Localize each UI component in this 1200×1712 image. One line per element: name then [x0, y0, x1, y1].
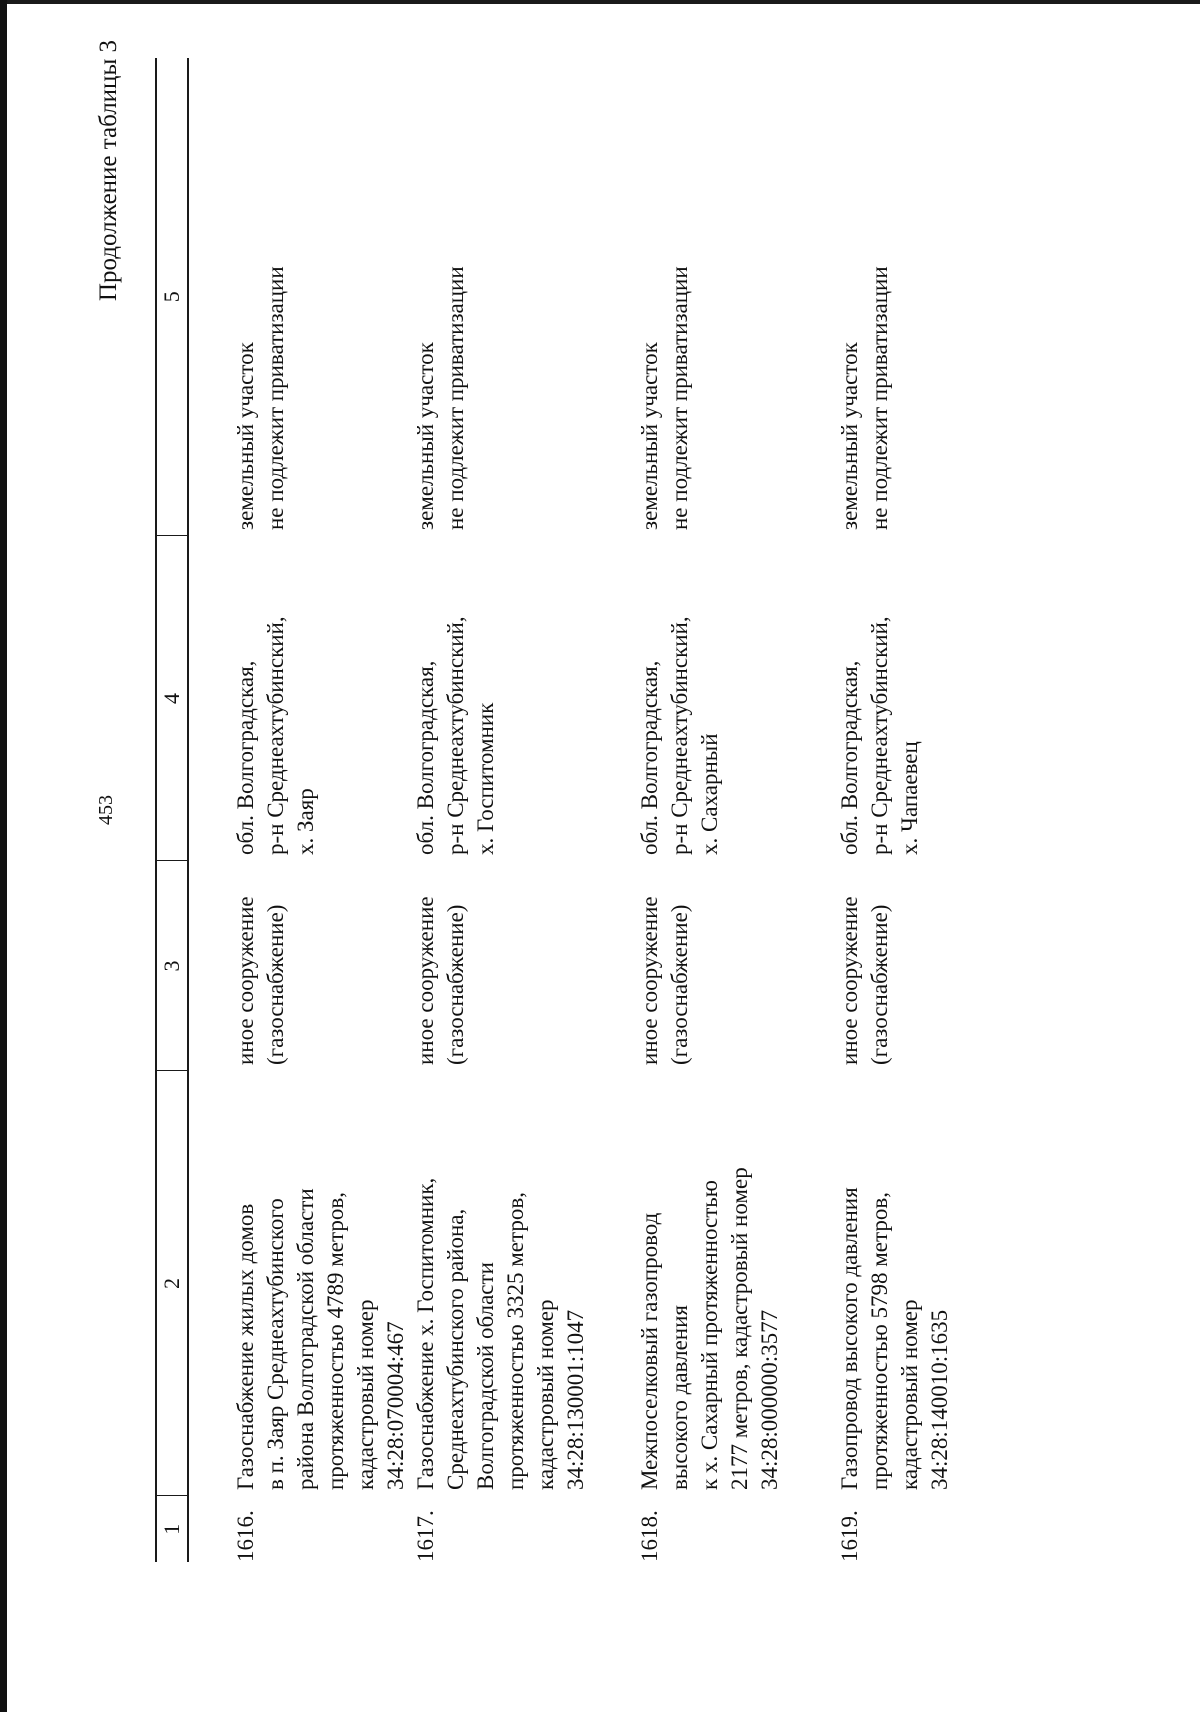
address-line: х. Госпитомник: [473, 702, 498, 855]
page-number: 453: [95, 795, 117, 825]
column-header-3: 3: [156, 861, 188, 1071]
type-line: иное сооружение: [413, 896, 438, 1065]
object-address: [835, 536, 985, 861]
object-address: [188, 536, 411, 861]
address-line: х. Заяр: [293, 788, 318, 855]
note-line: земельный участок: [233, 342, 258, 530]
address-line: х. Сахарный: [697, 733, 722, 855]
address-line: обл. Волгоградская,: [837, 660, 862, 855]
address-line: обл. Волгоградская,: [413, 660, 438, 855]
object-note: [411, 58, 635, 536]
description-line: протяженностью 4789 метров,: [323, 1192, 348, 1490]
column-header-4: 4: [156, 536, 188, 861]
object-note: [835, 58, 985, 536]
description-line: кадастровый номер: [533, 1299, 558, 1490]
rotated-page: [95, 40, 1105, 1580]
description-line: 34:28:070004:467: [383, 1321, 408, 1490]
object-description: [411, 1071, 635, 1496]
note-line: не подлежит приватизации: [867, 266, 892, 530]
note-line: не подлежит приватизации: [263, 266, 288, 530]
object-type: [188, 861, 411, 1071]
table-row: [188, 58, 411, 1562]
type-line: иное сооружение: [233, 896, 258, 1065]
row-number: 1616.: [233, 1510, 258, 1562]
description-line: 34:28:000000:3577: [757, 1309, 782, 1490]
type-line: (газоснабжение): [263, 904, 288, 1065]
column-header-2: 2: [156, 1071, 188, 1496]
type-line: (газоснабжение): [667, 904, 692, 1065]
note-line: земельный участок: [837, 342, 862, 530]
object-type: [411, 861, 635, 1071]
description-line: высокого давления: [667, 1305, 692, 1490]
row-number: 1618.: [637, 1510, 662, 1562]
description-line: 34:28:140010:1635: [927, 1309, 952, 1490]
object-type: [835, 861, 985, 1071]
column-header-5: 5: [156, 58, 188, 536]
column-header-1: 1: [156, 1496, 188, 1562]
table-caption: Продолжение таблицы 3: [95, 40, 122, 302]
description-line: Газоснабжение жилых домов: [233, 1203, 258, 1490]
note-line: не подлежит приватизации: [667, 266, 692, 530]
type-line: (газоснабжение): [867, 904, 892, 1065]
description-line: Газопровод высокого давления: [837, 1187, 862, 1490]
description-line: 2177 метров, кадастровый номер: [727, 1167, 752, 1490]
description-line: протяженностью 3325 метров,: [503, 1192, 528, 1490]
object-description: [635, 1071, 835, 1496]
object-type: [635, 861, 835, 1071]
note-line: не подлежит приватизации: [443, 266, 468, 530]
address-line: р-н Среднеахтубинский,: [263, 616, 288, 855]
object-note: [635, 58, 835, 536]
description-line: кадастровый номер: [353, 1299, 378, 1490]
description-line: к х. Сахарный протяженностью: [697, 1180, 722, 1490]
table-row: [835, 58, 985, 1562]
table-header-row: [156, 58, 188, 1562]
address-line: р-н Среднеахтубинский,: [443, 616, 468, 855]
address-line: р-н Среднеахтубинский,: [867, 616, 892, 855]
object-address: [411, 536, 635, 861]
row-number: 1617.: [413, 1510, 438, 1562]
object-address: [635, 536, 835, 861]
description-line: Среднеахтубинского района,: [443, 1208, 468, 1490]
object-description: [835, 1071, 985, 1496]
object-note: [188, 58, 411, 536]
type-line: иное сооружение: [837, 896, 862, 1065]
scan-edge-left: [0, 0, 7, 1712]
address-line: обл. Волгоградская,: [637, 660, 662, 855]
address-line: х. Чапаевец: [897, 741, 922, 855]
table-row: [411, 58, 635, 1562]
type-line: (газоснабжение): [443, 904, 468, 1065]
address-line: р-н Среднеахтубинский,: [667, 616, 692, 855]
description-line: района Волгоградской области: [293, 1188, 318, 1490]
type-line: иное сооружение: [637, 896, 662, 1065]
row-number: 1619.: [837, 1510, 862, 1562]
object-description: [188, 1071, 411, 1496]
address-line: обл. Волгоградская,: [233, 660, 258, 855]
description-line: Межпоселковый газопровод: [637, 1212, 662, 1490]
description-line: Волгоградской области: [473, 1262, 498, 1490]
table-row: [635, 58, 835, 1562]
description-line: протяженностью 5798 метров,: [867, 1192, 892, 1490]
description-line: в п. Заяр Среднеахтубинского: [263, 1198, 288, 1490]
description-line: 34:28:130001:1047: [563, 1309, 588, 1490]
description-line: Газоснабжение х. Госпитомник,: [413, 1177, 438, 1490]
scan-edge-top: [0, 0, 1200, 4]
note-line: земельный участок: [413, 342, 438, 530]
description-line: кадастровый номер: [897, 1299, 922, 1490]
note-line: земельный участок: [637, 342, 662, 530]
property-table: [155, 58, 985, 1562]
